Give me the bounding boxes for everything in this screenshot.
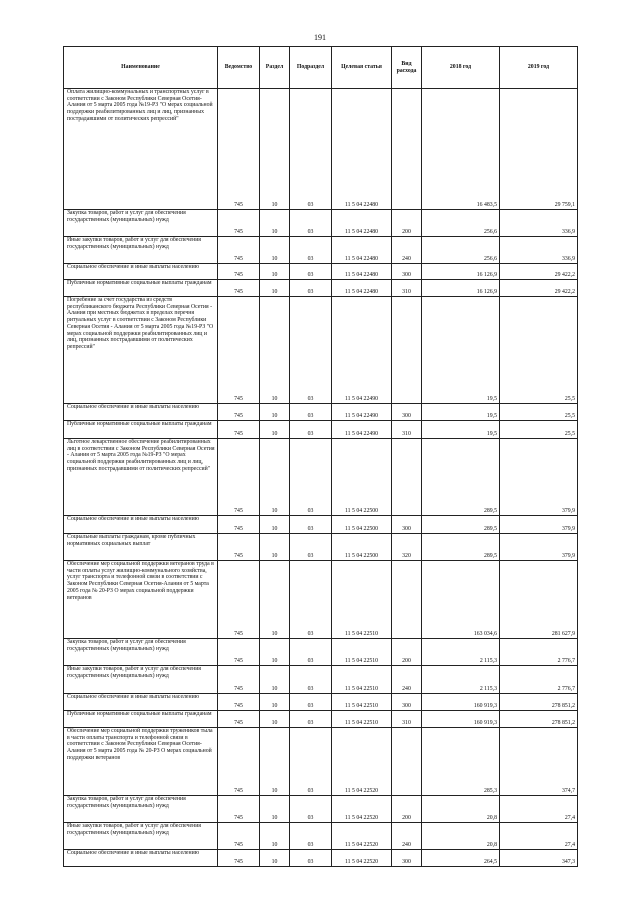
row-2018: 289,5 (422, 439, 500, 516)
row-department: 745 (218, 666, 260, 694)
row-expense-type: 300 (392, 264, 422, 280)
table-row (64, 439, 578, 516)
row-name: Социальное обеспечение и иные выплаты населению (64, 404, 218, 421)
row-department: 745 (218, 516, 260, 534)
header-department: Ведомство (218, 47, 260, 89)
table-row (64, 694, 578, 711)
row-2018: 16 126,9 (422, 280, 500, 297)
row-2019: 27,4 (500, 796, 578, 823)
row-target: 11 5 04 22490 (332, 297, 392, 404)
row-target: 11 5 04 22510 (332, 694, 392, 711)
row-2018: 163 034,6 (422, 561, 500, 639)
row-name: Обеспечение мер социальной поддержки тружеников тыла в части оплаты транспорта и телефонной связи в соответствии с Законом Республики Северная Осетия-Алания от 5 марта 2005 года № 20-РЗ О мерах социальной поддержки ветеранов (64, 728, 218, 796)
row-section: 10 (260, 694, 290, 711)
row-section: 10 (260, 210, 290, 237)
row-expense-type: 240 (392, 666, 422, 694)
table-row (64, 796, 578, 823)
table-row (64, 516, 578, 534)
row-2019: 374,7 (500, 728, 578, 796)
row-2019: 2 776,7 (500, 639, 578, 666)
row-department: 745 (218, 264, 260, 280)
row-2018: 160 919,3 (422, 711, 500, 728)
row-2018: 160 919,3 (422, 694, 500, 711)
row-department: 745 (218, 210, 260, 237)
row-target: 11 5 04 22490 (332, 404, 392, 421)
page-number: 191 (314, 33, 326, 42)
table-row (64, 404, 578, 421)
row-name: Оплата жилищно-коммунальных и транспортных услуг в соответствии с Законом Республики Северная Осетия-Алания от 5 марта 2005 года №19-РЗ "О мерах социальной поддержки реабилитированных лиц и лиц, признанных пострадавшими от политических репрессий" (64, 89, 218, 210)
header-2019: 2019 год (500, 47, 578, 89)
row-target: 11 5 04 22480 (332, 237, 392, 264)
row-section: 10 (260, 666, 290, 694)
table-row (64, 421, 578, 439)
row-section: 10 (260, 534, 290, 561)
row-2018: 19,5 (422, 404, 500, 421)
row-2018: 2 115,3 (422, 639, 500, 666)
table-row (64, 711, 578, 728)
row-expense-type: 300 (392, 694, 422, 711)
row-subsection: 03 (290, 421, 332, 439)
row-section: 10 (260, 89, 290, 210)
row-target: 11 5 04 22480 (332, 210, 392, 237)
row-name: Социальное обеспечение и иные выплаты населению (64, 850, 218, 867)
row-expense-type: 300 (392, 404, 422, 421)
row-2018: 19,5 (422, 421, 500, 439)
row-name: Закупка товаров, работ и услуг для обеспечения государственных (муниципальных) нужд (64, 639, 218, 666)
row-2019: 25,5 (500, 297, 578, 404)
row-expense-type (392, 89, 422, 210)
row-2019: 281 627,9 (500, 561, 578, 639)
row-expense-type: 240 (392, 237, 422, 264)
row-section: 10 (260, 439, 290, 516)
row-subsection: 03 (290, 796, 332, 823)
row-section: 10 (260, 711, 290, 728)
table-header-row (64, 47, 578, 89)
row-department: 745 (218, 280, 260, 297)
row-2018: 19,5 (422, 297, 500, 404)
row-expense-type: 310 (392, 280, 422, 297)
row-section: 10 (260, 796, 290, 823)
header-target: Целевая статья (332, 47, 392, 89)
row-2019: 379,9 (500, 439, 578, 516)
row-2018: 285,3 (422, 728, 500, 796)
row-target: 11 5 04 22500 (332, 534, 392, 561)
row-2018: 20,8 (422, 796, 500, 823)
table-row (64, 850, 578, 867)
row-subsection: 03 (290, 404, 332, 421)
row-name: Иные закупки товаров, работ и услуг для обеспечения государственных (муниципальных) нужд (64, 237, 218, 264)
row-2019: 2 776,7 (500, 666, 578, 694)
row-department: 745 (218, 561, 260, 639)
row-2019: 27,4 (500, 823, 578, 850)
row-target: 11 5 04 22510 (332, 666, 392, 694)
row-name: Социальное обеспечение и иные выплаты населению (64, 694, 218, 711)
row-name: Публичные нормативные социальные выплаты гражданам (64, 280, 218, 297)
row-expense-type: 300 (392, 850, 422, 867)
row-subsection: 03 (290, 711, 332, 728)
row-target: 11 5 04 22480 (332, 280, 392, 297)
row-section: 10 (260, 561, 290, 639)
row-department: 745 (218, 711, 260, 728)
row-name: Закупка товаров, работ и услуг для обеспечения государственных (муниципальных) нужд (64, 210, 218, 237)
row-department: 745 (218, 439, 260, 516)
table-row (64, 264, 578, 280)
table-body (64, 89, 578, 867)
row-name: Погребение за счет государства из средств республиканского бюджета Республики Северная Осетия - Алания при местных бюджетах в пределах перечня ритуальных услуг в соответствии с Законом Республики Северная Осетия - Алания от 5 марта 2005 года №19-РЗ "О мерах социальной поддержки реабилитированных лиц и лиц, признанных пострадавшими от политических репрессий" (64, 297, 218, 404)
row-subsection: 03 (290, 237, 332, 264)
row-2018: 256,6 (422, 210, 500, 237)
row-section: 10 (260, 264, 290, 280)
row-subsection: 03 (290, 639, 332, 666)
row-department: 745 (218, 796, 260, 823)
row-target: 11 5 04 22500 (332, 516, 392, 534)
row-name: Социальное обеспечение и иные выплаты населению (64, 516, 218, 534)
row-2018: 289,5 (422, 516, 500, 534)
row-expense-type: 200 (392, 210, 422, 237)
row-2019: 278 851,2 (500, 711, 578, 728)
row-subsection: 03 (290, 850, 332, 867)
table-row (64, 210, 578, 237)
row-department: 745 (218, 534, 260, 561)
row-subsection: 03 (290, 694, 332, 711)
row-target: 11 5 04 22520 (332, 823, 392, 850)
row-name: Закупка товаров, работ и услуг для обеспечения государственных (муниципальных) нужд (64, 796, 218, 823)
row-department: 745 (218, 404, 260, 421)
header-name: Наименование (64, 47, 218, 89)
row-name: Иные закупки товаров, работ и услуг для обеспечения государственных (муниципальных) нужд (64, 666, 218, 694)
row-subsection: 03 (290, 561, 332, 639)
row-section: 10 (260, 823, 290, 850)
row-subsection: 03 (290, 666, 332, 694)
row-subsection: 03 (290, 210, 332, 237)
row-section: 10 (260, 237, 290, 264)
row-name: Льготное лекарственное обеспечение реабилитированных лиц в соответствии с Законом Республики Северная Осетия - Алания от 5 марта 2005 года №19-РЗ "О мерах социальной поддержки реабилитированных лиц и лиц, признанных пострадавшими от политических репрессий" (64, 439, 218, 516)
table-row (64, 823, 578, 850)
row-section: 10 (260, 297, 290, 404)
row-name: Социальные выплаты гражданам, кроме публичных нормативных социальных выплат (64, 534, 218, 561)
row-2019: 379,9 (500, 534, 578, 561)
row-2018: 16 126,9 (422, 264, 500, 280)
row-expense-type (392, 297, 422, 404)
row-2019: 25,5 (500, 404, 578, 421)
row-expense-type: 200 (392, 639, 422, 666)
header-2018: 2018 год (422, 47, 500, 89)
row-subsection: 03 (290, 516, 332, 534)
row-2018: 16 483,5 (422, 89, 500, 210)
row-expense-type (392, 561, 422, 639)
table-row (64, 639, 578, 666)
table-row (64, 561, 578, 639)
row-2018: 2 115,3 (422, 666, 500, 694)
row-target: 11 5 04 22520 (332, 728, 392, 796)
row-2018: 20,8 (422, 823, 500, 850)
row-target: 11 5 04 22490 (332, 421, 392, 439)
row-section: 10 (260, 850, 290, 867)
table-row (64, 237, 578, 264)
row-expense-type: 300 (392, 516, 422, 534)
row-expense-type: 310 (392, 711, 422, 728)
row-section: 10 (260, 516, 290, 534)
row-2019: 347,3 (500, 850, 578, 867)
header-expense-type: Вид расхода (392, 47, 422, 89)
row-target: 11 5 04 22510 (332, 639, 392, 666)
row-department: 745 (218, 728, 260, 796)
row-target: 11 5 04 22480 (332, 89, 392, 210)
row-2019: 29 759,1 (500, 89, 578, 210)
row-section: 10 (260, 421, 290, 439)
row-subsection: 03 (290, 297, 332, 404)
row-expense-type: 200 (392, 796, 422, 823)
row-subsection: 03 (290, 264, 332, 280)
row-subsection: 03 (290, 439, 332, 516)
row-2019: 379,9 (500, 516, 578, 534)
row-name: Обеспечение мер социальной поддержки ветеранов труда в части оплаты услуг жилищно-коммунального хозяйства, услуг транспорта и телефонной связи в соответствии с Законом Республики Северная Осетия-Алания от 5 марта 2005 года № 20-РЗ О мерах социальной поддержки ветеранов (64, 561, 218, 639)
row-2019: 336,9 (500, 237, 578, 264)
row-section: 10 (260, 404, 290, 421)
row-department: 745 (218, 89, 260, 210)
table-row (64, 534, 578, 561)
row-2019: 336,9 (500, 210, 578, 237)
row-section: 10 (260, 280, 290, 297)
row-2018: 256,6 (422, 237, 500, 264)
row-target: 11 5 04 22510 (332, 711, 392, 728)
row-expense-type: 240 (392, 823, 422, 850)
table-row (64, 297, 578, 404)
row-2019: 29 422,2 (500, 280, 578, 297)
header-subsection: Подраздел (290, 47, 332, 89)
row-2018: 264,5 (422, 850, 500, 867)
row-expense-type: 310 (392, 421, 422, 439)
row-department: 745 (218, 421, 260, 439)
row-department: 745 (218, 639, 260, 666)
row-expense-type (392, 728, 422, 796)
row-department: 745 (218, 297, 260, 404)
row-target: 11 5 04 22510 (332, 561, 392, 639)
row-name: Социальное обеспечение и иные выплаты населению (64, 264, 218, 280)
row-name: Иные закупки товаров, работ и услуг для обеспечения государственных (муниципальных) нужд (64, 823, 218, 850)
row-subsection: 03 (290, 534, 332, 561)
table-row (64, 666, 578, 694)
row-name: Публичные нормативные социальные выплаты гражданам (64, 421, 218, 439)
row-subsection: 03 (290, 728, 332, 796)
table-row (64, 280, 578, 297)
row-2018: 289,5 (422, 534, 500, 561)
row-name: Публичные нормативные социальные выплаты гражданам (64, 711, 218, 728)
row-expense-type (392, 439, 422, 516)
row-section: 10 (260, 728, 290, 796)
row-department: 745 (218, 823, 260, 850)
row-department: 745 (218, 237, 260, 264)
row-2019: 25,5 (500, 421, 578, 439)
table-row (64, 89, 578, 210)
row-department: 745 (218, 850, 260, 867)
budget-table (63, 46, 578, 867)
row-department: 745 (218, 694, 260, 711)
row-expense-type: 320 (392, 534, 422, 561)
row-subsection: 03 (290, 823, 332, 850)
row-target: 11 5 04 22480 (332, 264, 392, 280)
table-row (64, 728, 578, 796)
row-subsection: 03 (290, 89, 332, 210)
row-target: 11 5 04 22520 (332, 850, 392, 867)
header-section: Раздел (260, 47, 290, 89)
row-target: 11 5 04 22520 (332, 796, 392, 823)
row-target: 11 5 04 22500 (332, 439, 392, 516)
row-section: 10 (260, 639, 290, 666)
row-2019: 29 422,2 (500, 264, 578, 280)
row-subsection: 03 (290, 280, 332, 297)
row-2019: 278 851,2 (500, 694, 578, 711)
